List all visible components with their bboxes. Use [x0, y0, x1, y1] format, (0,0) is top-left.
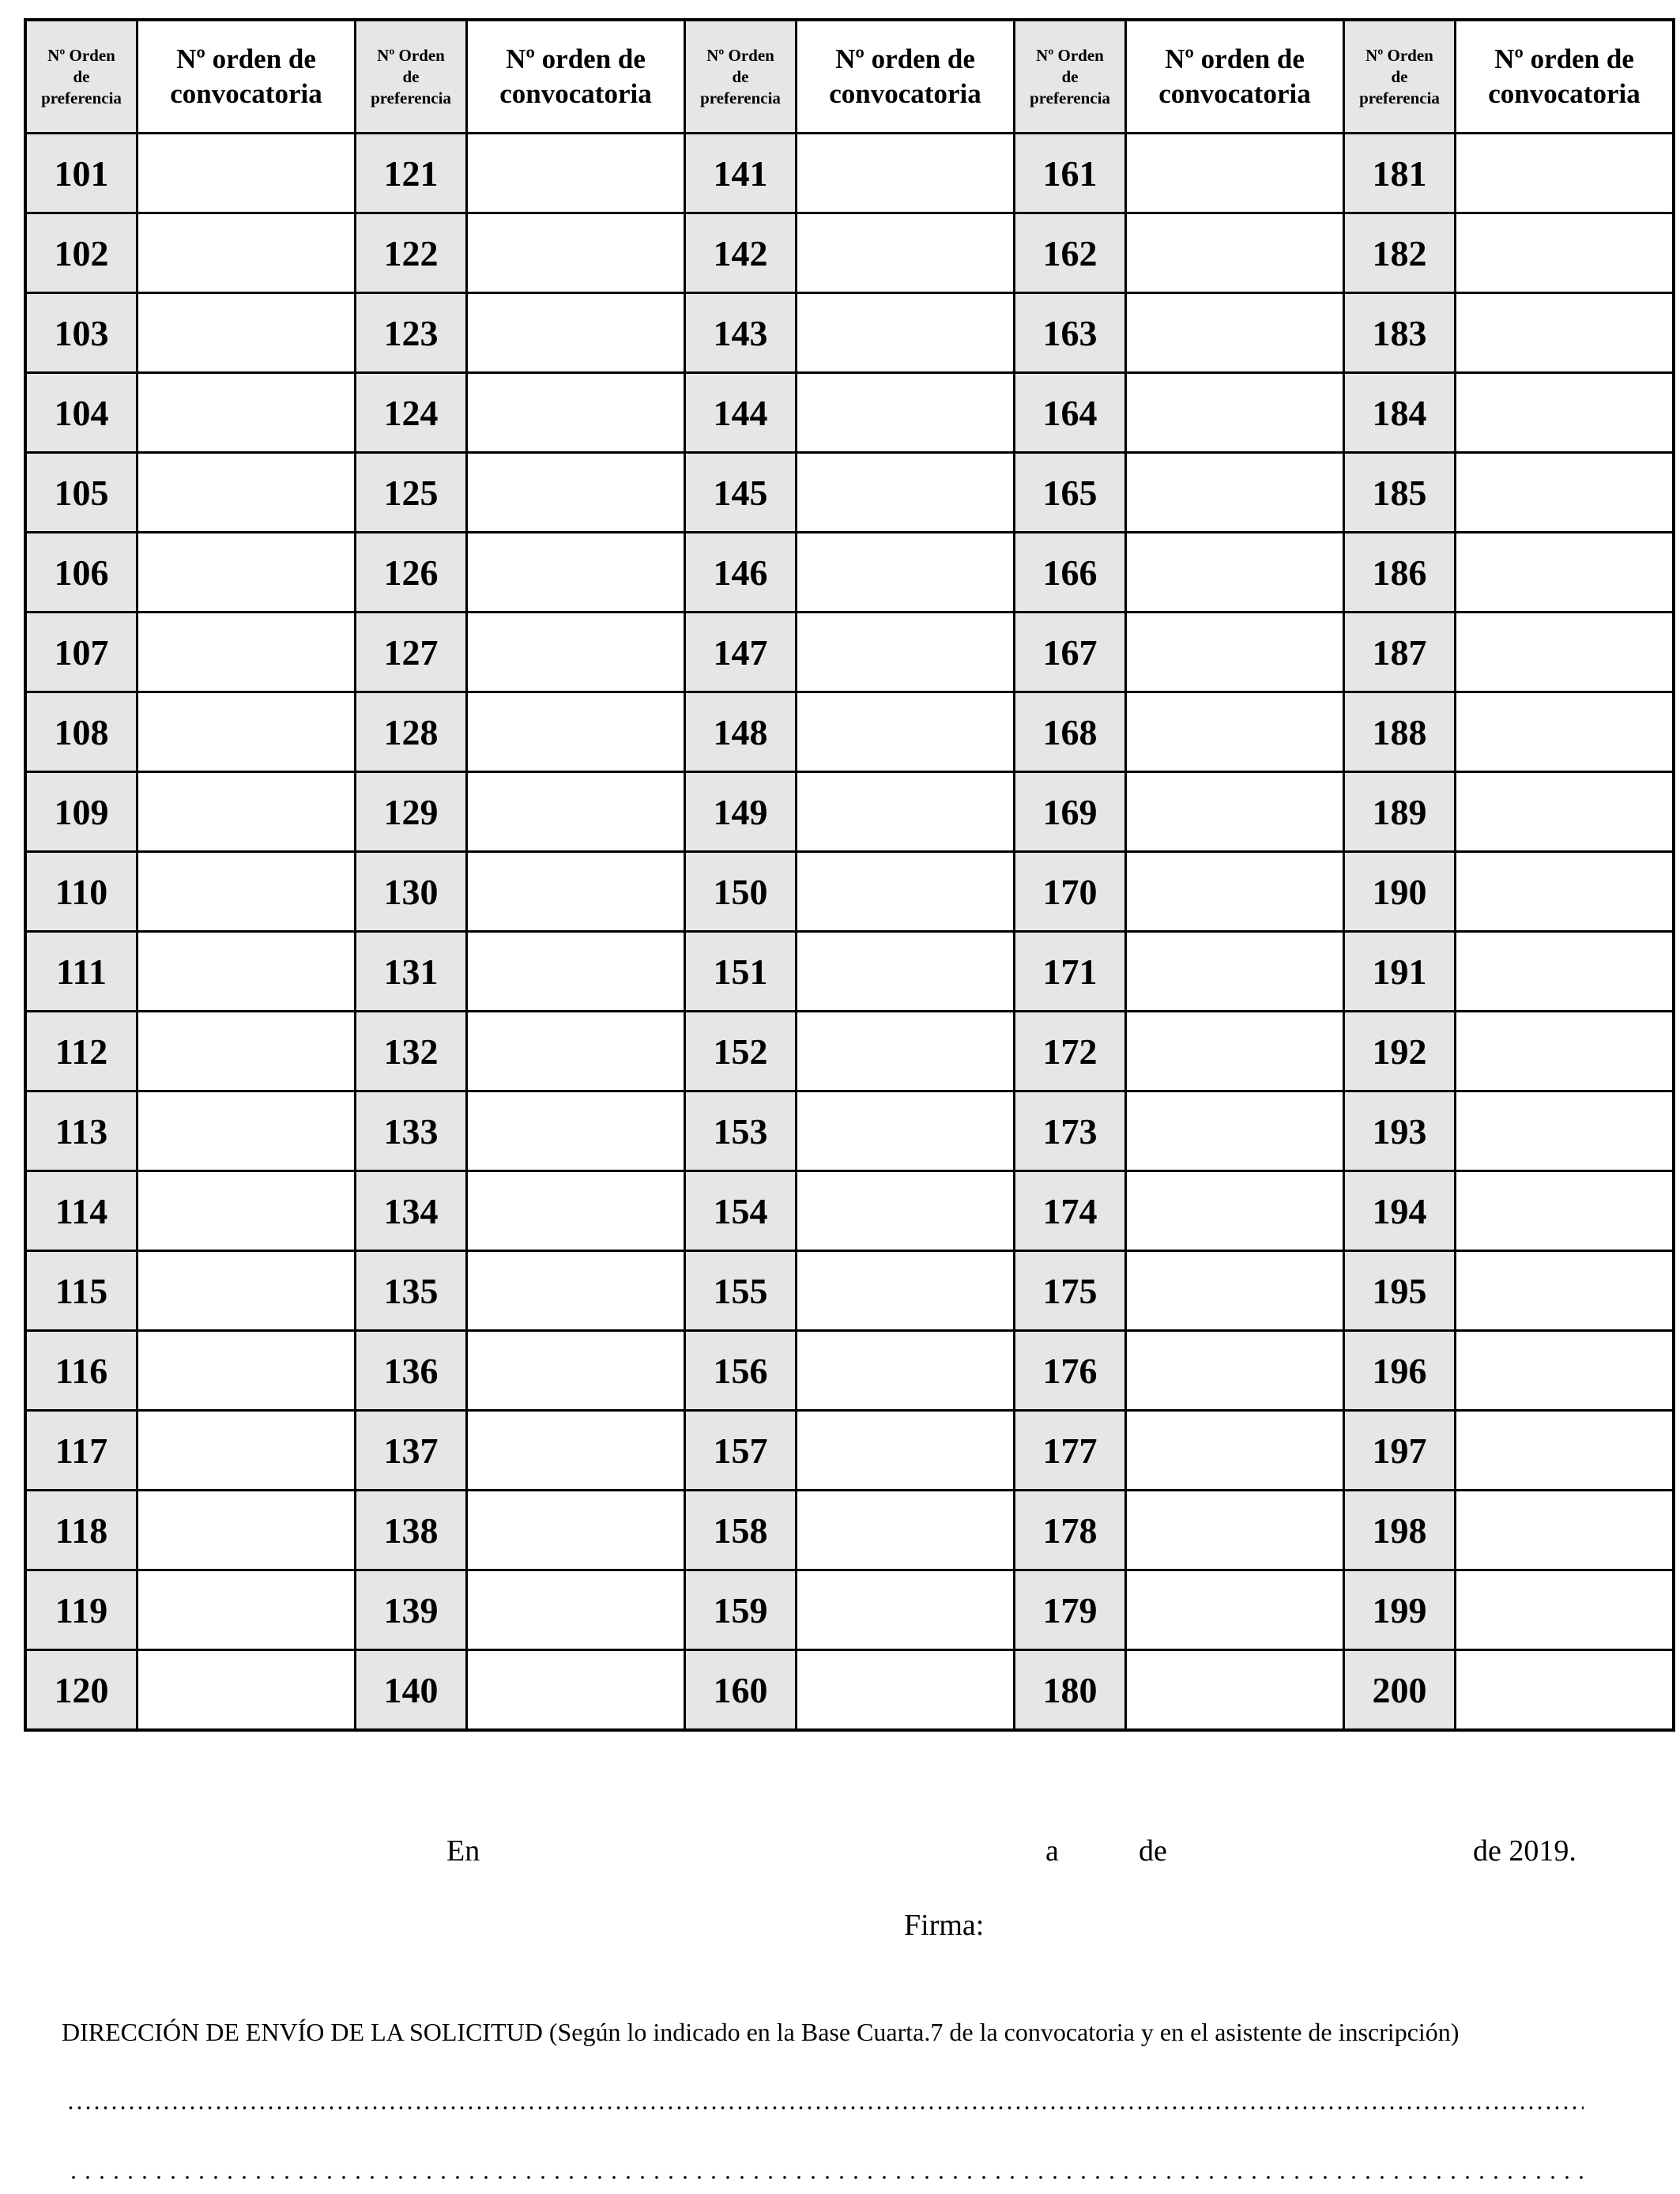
convocatoria-input-cell[interactable] [1126, 1171, 1344, 1251]
preference-number-cell: 181 [1344, 134, 1456, 213]
preference-number-cell: 198 [1344, 1491, 1456, 1570]
convocatoria-input-cell[interactable] [1126, 213, 1344, 293]
preference-number-cell: 197 [1344, 1411, 1456, 1491]
preference-number-cell: 184 [1344, 373, 1456, 453]
table-body [25, 134, 1674, 1731]
preference-number-cell: 158 [685, 1491, 797, 1570]
convocatoria-input-cell[interactable] [137, 1012, 356, 1091]
preference-number-cell: 135 [356, 1251, 467, 1331]
header-pref-line: Nº Orden [377, 45, 445, 65]
convocatoria-input-cell[interactable] [137, 692, 356, 772]
preference-number-cell: 125 [356, 453, 467, 533]
preference-table [24, 18, 1675, 1732]
convocatoria-input-cell[interactable] [467, 1570, 685, 1650]
convocatoria-input-cell[interactable] [1126, 772, 1344, 852]
preference-number-cell: 199 [1344, 1570, 1456, 1650]
preference-number-cell: 140 [356, 1650, 467, 1731]
convocatoria-input-cell[interactable] [467, 932, 685, 1012]
preference-number-cell: 139 [356, 1570, 467, 1650]
convocatoria-input-cell[interactable] [467, 1251, 685, 1331]
preference-number-cell: 159 [685, 1570, 797, 1650]
header-conv-line: convocatoria [829, 78, 981, 109]
preference-number-cell: 144 [685, 373, 797, 453]
header-conv-line: Nº orden de [176, 43, 316, 74]
header-conv-line: convocatoria [1488, 78, 1640, 109]
convocatoria-input-cell[interactable] [1126, 692, 1344, 772]
preference-number-cell: 183 [1344, 293, 1456, 373]
header-pref-line: Nº Orden [1365, 45, 1433, 65]
preference-number-cell: 171 [1015, 932, 1126, 1012]
convocatoria-input-cell[interactable] [1456, 1012, 1674, 1091]
convocatoria-input-cell[interactable] [467, 1331, 685, 1411]
preference-number-cell: 172 [1015, 1012, 1126, 1091]
preference-number-cell: 119 [25, 1570, 137, 1650]
convocatoria-input-cell[interactable] [1456, 852, 1674, 932]
preference-number-cell: 120 [25, 1650, 137, 1731]
preference-number-cell: 134 [356, 1171, 467, 1251]
preference-number-cell: 145 [685, 453, 797, 533]
header-conv-line: Nº orden de [1494, 43, 1634, 74]
convocatoria-input-cell[interactable] [797, 1012, 1015, 1091]
convocatoria-input-cell[interactable] [1456, 1171, 1674, 1251]
convocatoria-input-cell[interactable] [797, 1570, 1015, 1650]
preference-number-cell: 148 [685, 692, 797, 772]
preference-number-cell: 103 [25, 293, 137, 373]
preference-number-cell: 154 [685, 1171, 797, 1251]
header-pref-line: de [402, 66, 420, 86]
preference-number-cell: 160 [685, 1650, 797, 1731]
convocatoria-input-cell[interactable] [467, 1091, 685, 1171]
table-row [25, 134, 1674, 213]
convocatoria-input-cell[interactable] [1126, 932, 1344, 1012]
convocatoria-input-cell[interactable] [1126, 1650, 1344, 1731]
preference-number-cell: 130 [356, 852, 467, 932]
convocatoria-input-cell[interactable] [1126, 613, 1344, 692]
convocatoria-input-cell[interactable] [1456, 1331, 1674, 1411]
header-orden-convocatoria [1456, 20, 1674, 134]
preference-number-cell: 177 [1015, 1411, 1126, 1491]
preference-number-cell: 196 [1344, 1331, 1456, 1411]
preference-number-cell: 131 [356, 932, 467, 1012]
header-orden-convocatoria [137, 20, 356, 134]
convocatoria-input-cell[interactable] [1456, 1411, 1674, 1491]
preference-number-cell: 179 [1015, 1570, 1126, 1650]
label-year: de 2019. [1473, 1834, 1576, 1868]
header-pref-line: de [732, 66, 749, 86]
header-orden-preferencia [1015, 20, 1126, 134]
convocatoria-input-cell[interactable] [467, 692, 685, 772]
preference-number-cell: 138 [356, 1491, 467, 1570]
preference-number-cell: 127 [356, 613, 467, 692]
table-row [25, 1091, 1674, 1171]
preference-number-cell: 114 [25, 1171, 137, 1251]
convocatoria-input-cell[interactable] [1456, 772, 1674, 852]
header-conv-line: convocatoria [170, 78, 322, 109]
table-row [25, 453, 1674, 533]
table-row [25, 1171, 1674, 1251]
preference-number-cell: 151 [685, 932, 797, 1012]
address-instructions: DIRECCIÓN DE ENVÍO DE LA SOLICITUD (Según lo indicado en la Base Cuarta.7 de la convocatoria y en el asistente de inscripción) [62, 2018, 1460, 2046]
convocatoria-input-cell[interactable] [797, 1251, 1015, 1331]
preference-number-cell: 167 [1015, 613, 1126, 692]
preference-number-cell: 137 [356, 1411, 467, 1491]
convocatoria-input-cell[interactable] [1126, 1331, 1344, 1411]
header-pref-line: de [73, 66, 90, 86]
convocatoria-input-cell[interactable] [137, 1491, 356, 1570]
address-line-1[interactable] [66, 2105, 1584, 2110]
convocatoria-input-cell[interactable] [137, 1570, 356, 1650]
preference-number-cell: 155 [685, 1251, 797, 1331]
preference-number-cell: 115 [25, 1251, 137, 1331]
signature-label: Firma: [904, 1909, 985, 1942]
preference-number-cell: 163 [1015, 293, 1126, 373]
table-row [25, 533, 1674, 613]
convocatoria-input-cell[interactable] [467, 613, 685, 692]
convocatoria-input-cell[interactable] [137, 1171, 356, 1251]
label-a: a [1045, 1834, 1059, 1868]
preference-number-cell: 152 [685, 1012, 797, 1091]
preference-number-cell: 109 [25, 772, 137, 852]
table-row [25, 1570, 1674, 1650]
convocatoria-input-cell[interactable] [467, 134, 685, 213]
convocatoria-input-cell[interactable] [1456, 373, 1674, 453]
table-row [25, 613, 1674, 692]
convocatoria-input-cell[interactable] [137, 1650, 356, 1731]
convocatoria-input-cell[interactable] [1456, 692, 1674, 772]
preference-number-cell: 189 [1344, 772, 1456, 852]
header-conv-line: convocatoria [1158, 78, 1311, 109]
convocatoria-input-cell[interactable] [137, 1251, 356, 1331]
header-pref-line: preferencia [371, 88, 451, 107]
preference-number-cell: 133 [356, 1091, 467, 1171]
preference-number-cell: 169 [1015, 772, 1126, 852]
convocatoria-input-cell[interactable] [797, 692, 1015, 772]
preference-number-cell: 176 [1015, 1331, 1126, 1411]
convocatoria-input-cell[interactable] [137, 772, 356, 852]
convocatoria-input-cell[interactable] [797, 1650, 1015, 1731]
preference-number-cell: 174 [1015, 1171, 1126, 1251]
place-date-line [0, 1834, 1680, 1878]
preference-number-cell: 168 [1015, 692, 1126, 772]
preference-number-cell: 165 [1015, 453, 1126, 533]
convocatoria-input-cell[interactable] [797, 134, 1015, 213]
table-row [25, 1251, 1674, 1331]
preference-number-cell: 124 [356, 373, 467, 453]
preference-number-cell: 170 [1015, 852, 1126, 932]
preference-number-cell: 116 [25, 1331, 137, 1411]
table-row [25, 1012, 1674, 1091]
convocatoria-input-cell[interactable] [1456, 1091, 1674, 1171]
preference-number-cell: 136 [356, 1331, 467, 1411]
convocatoria-input-cell[interactable] [1456, 932, 1674, 1012]
header-pref-line: preferencia [700, 88, 781, 107]
preference-number-cell: 121 [356, 134, 467, 213]
convocatoria-input-cell[interactable] [797, 932, 1015, 1012]
table-row [25, 852, 1674, 932]
convocatoria-input-cell[interactable] [137, 852, 356, 932]
table-row [25, 1331, 1674, 1411]
preference-number-cell: 150 [685, 852, 797, 932]
header-orden-preferencia [356, 20, 467, 134]
header-pref-line: preferencia [41, 88, 122, 107]
convocatoria-input-cell[interactable] [1456, 293, 1674, 373]
preference-number-cell: 143 [685, 293, 797, 373]
convocatoria-input-cell[interactable] [1126, 293, 1344, 373]
convocatoria-input-cell[interactable] [467, 533, 685, 613]
convocatoria-input-cell[interactable] [1126, 533, 1344, 613]
table-row [25, 1491, 1674, 1570]
convocatoria-input-cell[interactable] [797, 293, 1015, 373]
header-pref-line: preferencia [1359, 88, 1440, 107]
header-orden-preferencia [685, 20, 797, 134]
preference-number-cell: 117 [25, 1411, 137, 1491]
preference-number-cell: 147 [685, 613, 797, 692]
header-pref-line: preferencia [1030, 88, 1110, 107]
preference-number-cell: 187 [1344, 613, 1456, 692]
preference-number-cell: 180 [1015, 1650, 1126, 1731]
preference-number-cell: 101 [25, 134, 137, 213]
convocatoria-input-cell[interactable] [797, 1411, 1015, 1491]
header-conv-line: Nº orden de [835, 43, 975, 74]
convocatoria-input-cell[interactable] [1126, 134, 1344, 213]
convocatoria-input-cell[interactable] [797, 852, 1015, 932]
convocatoria-input-cell[interactable] [137, 1331, 356, 1411]
convocatoria-input-cell[interactable] [1456, 1491, 1674, 1570]
convocatoria-input-cell[interactable] [1456, 453, 1674, 533]
convocatoria-input-cell[interactable] [797, 213, 1015, 293]
label-de: de [1139, 1834, 1167, 1868]
header-conv-line: convocatoria [499, 78, 652, 109]
convocatoria-input-cell[interactable] [137, 1411, 356, 1491]
preference-number-cell: 185 [1344, 453, 1456, 533]
convocatoria-input-cell[interactable] [467, 373, 685, 453]
preference-number-cell: 142 [685, 213, 797, 293]
convocatoria-input-cell[interactable] [467, 213, 685, 293]
preference-number-cell: 129 [356, 772, 467, 852]
table-row [25, 213, 1674, 293]
convocatoria-input-cell[interactable] [1126, 1411, 1344, 1491]
preference-number-cell: 193 [1344, 1091, 1456, 1171]
convocatoria-input-cell[interactable] [1126, 1012, 1344, 1091]
convocatoria-input-cell[interactable] [797, 1091, 1015, 1171]
preference-number-cell: 111 [25, 932, 137, 1012]
table-row [25, 692, 1674, 772]
header-pref-line: Nº Orden [1036, 45, 1104, 65]
convocatoria-input-cell[interactable] [797, 373, 1015, 453]
preference-number-cell: 161 [1015, 134, 1126, 213]
convocatoria-input-cell[interactable] [137, 134, 356, 213]
convocatoria-input-cell[interactable] [467, 772, 685, 852]
preference-number-cell: 102 [25, 213, 137, 293]
convocatoria-input-cell[interactable] [467, 1650, 685, 1731]
convocatoria-input-cell[interactable] [137, 1091, 356, 1171]
preference-number-cell: 128 [356, 692, 467, 772]
preference-number-cell: 182 [1344, 213, 1456, 293]
preference-number-cell: 153 [685, 1091, 797, 1171]
preference-number-cell: 113 [25, 1091, 137, 1171]
convocatoria-input-cell[interactable] [1126, 1491, 1344, 1570]
convocatoria-input-cell[interactable] [1456, 1570, 1674, 1650]
preference-number-cell: 110 [25, 852, 137, 932]
preference-number-cell: 108 [25, 692, 137, 772]
preference-number-cell: 190 [1344, 852, 1456, 932]
convocatoria-input-cell[interactable] [467, 1012, 685, 1091]
preference-number-cell: 105 [25, 453, 137, 533]
convocatoria-input-cell[interactable] [1126, 1570, 1344, 1650]
convocatoria-input-cell[interactable] [1456, 1650, 1674, 1731]
preference-number-cell: 166 [1015, 533, 1126, 613]
convocatoria-input-cell[interactable] [467, 293, 685, 373]
convocatoria-input-cell[interactable] [137, 533, 356, 613]
convocatoria-input-cell[interactable] [1456, 213, 1674, 293]
address-line-2[interactable] [66, 2175, 1584, 2180]
convocatoria-input-cell[interactable] [467, 453, 685, 533]
preference-number-cell: 173 [1015, 1091, 1126, 1171]
table-row [25, 293, 1674, 373]
preference-number-cell: 104 [25, 373, 137, 453]
preference-number-cell: 107 [25, 613, 137, 692]
preference-number-cell: 164 [1015, 373, 1126, 453]
header-orden-preferencia [25, 20, 137, 134]
header-orden-preferencia [1344, 20, 1456, 134]
preference-number-cell: 123 [356, 293, 467, 373]
convocatoria-input-cell[interactable] [1456, 134, 1674, 213]
convocatoria-input-cell[interactable] [1126, 373, 1344, 453]
header-orden-convocatoria [1126, 20, 1344, 134]
header-conv-line: Nº orden de [1165, 43, 1305, 74]
preference-number-cell: 122 [356, 213, 467, 293]
table-row [25, 932, 1674, 1012]
header-orden-convocatoria [467, 20, 685, 134]
preference-number-cell: 157 [685, 1411, 797, 1491]
preference-number-cell: 156 [685, 1331, 797, 1411]
convocatoria-input-cell[interactable] [797, 533, 1015, 613]
preference-number-cell: 175 [1015, 1251, 1126, 1331]
preference-number-cell: 186 [1344, 533, 1456, 613]
preference-number-cell: 194 [1344, 1171, 1456, 1251]
convocatoria-input-cell[interactable] [137, 453, 356, 533]
convocatoria-input-cell[interactable] [1126, 1091, 1344, 1171]
preference-number-cell: 195 [1344, 1251, 1456, 1331]
convocatoria-input-cell[interactable] [467, 852, 685, 932]
preference-number-cell: 191 [1344, 932, 1456, 1012]
header-pref-line: Nº Orden [706, 45, 774, 65]
convocatoria-input-cell[interactable] [797, 613, 1015, 692]
table-row [25, 1650, 1674, 1731]
header-conv-line: Nº orden de [506, 43, 646, 74]
table-row [25, 373, 1674, 453]
convocatoria-input-cell[interactable] [797, 1171, 1015, 1251]
header-pref-line: Nº Orden [47, 45, 115, 65]
convocatoria-input-cell[interactable] [797, 772, 1015, 852]
preference-number-cell: 112 [25, 1012, 137, 1091]
convocatoria-input-cell[interactable] [1126, 453, 1344, 533]
table-row [25, 772, 1674, 852]
header-pref-line: de [1061, 66, 1079, 86]
convocatoria-input-cell[interactable] [1456, 533, 1674, 613]
convocatoria-input-cell[interactable] [137, 213, 356, 293]
table-row [25, 1411, 1674, 1491]
convocatoria-input-cell[interactable] [137, 613, 356, 692]
convocatoria-input-cell[interactable] [467, 1171, 685, 1251]
header-orden-convocatoria [797, 20, 1015, 134]
convocatoria-input-cell[interactable] [1126, 1251, 1344, 1331]
preference-number-cell: 188 [1344, 692, 1456, 772]
convocatoria-input-cell[interactable] [467, 1411, 685, 1491]
convocatoria-input-cell[interactable] [137, 373, 356, 453]
preference-number-cell: 146 [685, 533, 797, 613]
preference-number-cell: 200 [1344, 1650, 1456, 1731]
convocatoria-input-cell[interactable] [797, 453, 1015, 533]
preference-number-cell: 162 [1015, 213, 1126, 293]
preference-number-cell: 118 [25, 1491, 137, 1570]
preference-number-cell: 141 [685, 134, 797, 213]
preference-number-cell: 106 [25, 533, 137, 613]
convocatoria-input-cell[interactable] [467, 1491, 685, 1570]
convocatoria-input-cell[interactable] [1456, 613, 1674, 692]
preference-number-cell: 192 [1344, 1012, 1456, 1091]
convocatoria-input-cell[interactable] [1456, 1251, 1674, 1331]
convocatoria-input-cell[interactable] [137, 932, 356, 1012]
label-en: En [446, 1834, 480, 1868]
preference-number-cell: 149 [685, 772, 797, 852]
preference-number-cell: 126 [356, 533, 467, 613]
convocatoria-input-cell[interactable] [137, 293, 356, 373]
preference-number-cell: 178 [1015, 1491, 1126, 1570]
convocatoria-input-cell[interactable] [797, 1491, 1015, 1570]
header-pref-line: de [1391, 66, 1408, 86]
convocatoria-input-cell[interactable] [1126, 852, 1344, 932]
table-header-row [25, 20, 1674, 134]
preference-number-cell: 132 [356, 1012, 467, 1091]
convocatoria-input-cell[interactable] [797, 1331, 1015, 1411]
